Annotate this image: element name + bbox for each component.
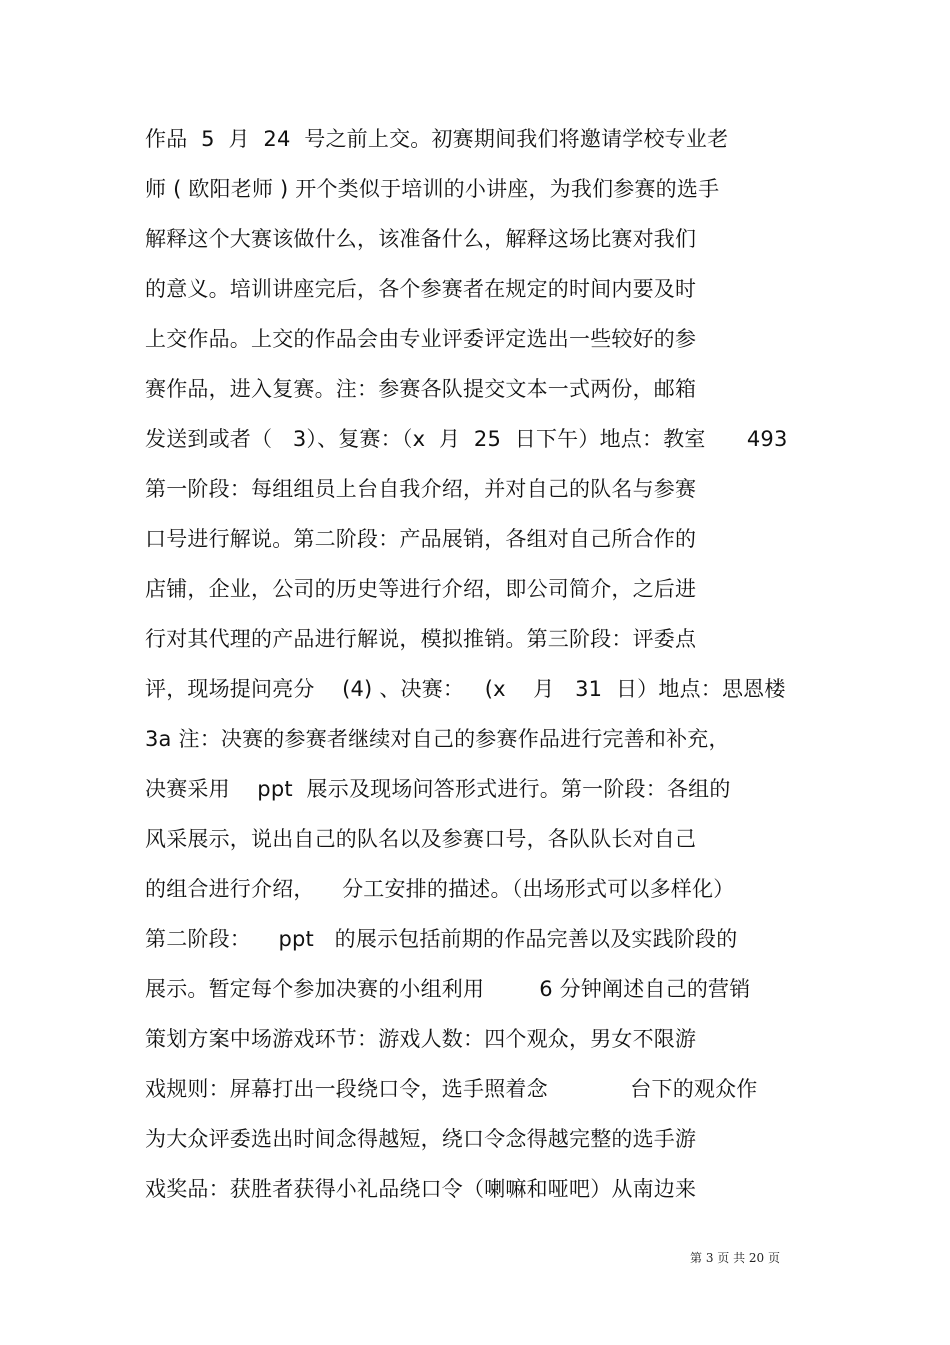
body-text-line: 解释这个大赛该做什么，该准备什么，解释这场比赛对我们 xyxy=(145,227,697,251)
body-text-line: 作品 5 月 24 号之前上交。初赛期间我们将邀请学校专业老 xyxy=(145,127,729,151)
page-number-footer: 第 3 页 共 20 页 xyxy=(690,1251,780,1265)
body-text-line: 为大众评委选出时间念得越短，绕口令念得越完整的选手游 xyxy=(145,1127,697,1151)
body-text-line: 发送到或者（ 3）、复赛：（x 月 25 日下午）地点：教室 493 xyxy=(145,427,788,451)
body-text-line: 展示。暂定每个参加决赛的小组利用 6 分钟阐述自己的营销 xyxy=(145,977,751,1001)
body-text-line: 上交作品。上交的作品会由专业评委评定选出一些较好的参 xyxy=(145,327,697,351)
body-text-line: 戏规则：屏幕打出一段绕口令，选手照着念 台下的观众作 xyxy=(145,1077,758,1101)
body-text-line: 戏奖品：获胜者获得小礼品绕口令（喇嘛和哑吧）从南边来 xyxy=(145,1177,697,1201)
body-text-line: 第二阶段： ppt 的展示包括前期的作品完善以及实践阶段的 xyxy=(145,927,738,951)
body-text-line: 的意义。培训讲座完后，各个参赛者在规定的时间内要及时 xyxy=(145,277,697,301)
body-text-line: 第一阶段：每组组员上台自我介绍，并对自己的队名与参赛 xyxy=(145,477,697,501)
body-text-line: 策划方案中场游戏环节：游戏人数：四个观众，男女不限游 xyxy=(145,1027,697,1051)
body-text-line: 评，现场提问亮分 (4) 、决赛： (x 月 31 日）地点：思恩楼 xyxy=(145,677,786,701)
body-text-line: 3a 注：决赛的参赛者继续对自己的参赛作品进行完善和补充， xyxy=(145,727,730,751)
body-text-line: 风采展示，说出自己的队名以及参赛口号，各队队长对自己 xyxy=(145,827,697,851)
body-text-line: 赛作品，进入复赛。注：参赛各队提交文本一式两份，邮箱 xyxy=(145,377,697,401)
body-text-line: 口号进行解说。第二阶段：产品展销，各组对自己所合作的 xyxy=(145,527,697,551)
body-text-line: 师 ( 欧阳老师 ) 开个类似于培训的小讲座，为我们参赛的选手 xyxy=(145,177,720,201)
body-text-line: 的组合进行介绍， 分工安排的描述。（出场形式可以多样化） xyxy=(145,877,735,901)
body-text-line: 店铺，企业，公司的历史等进行介绍，即公司简介，之后进 xyxy=(145,577,697,601)
body-text-line: 决赛采用 ppt 展示及现场问答形式进行。第一阶段：各组的 xyxy=(145,777,731,801)
body-text-line: 行对其代理的产品进行解说，模拟推销。第三阶段：评委点 xyxy=(145,627,697,651)
